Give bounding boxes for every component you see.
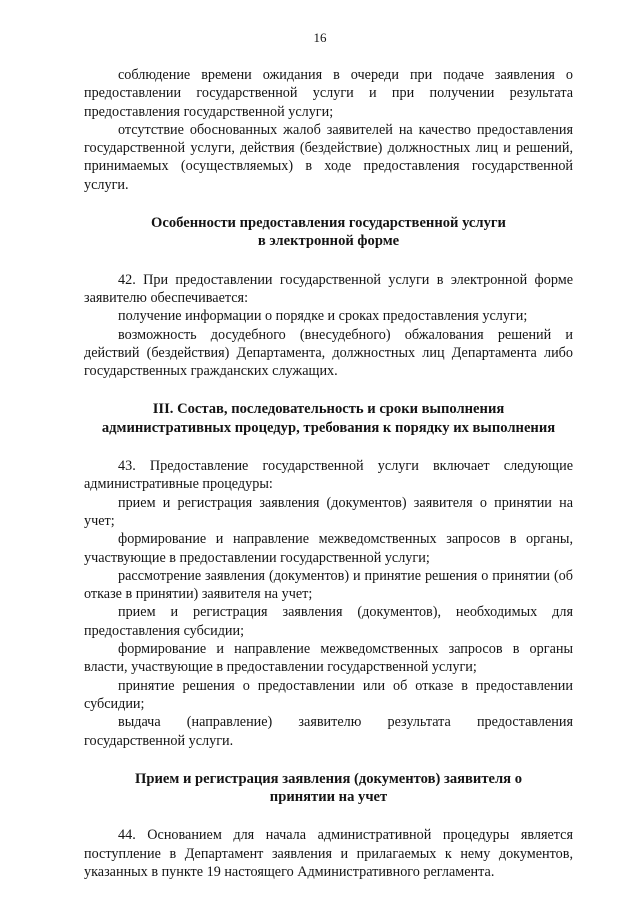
heading-reception-registration [84, 770, 573, 807]
paragraph-42: 42. При предоставлении государственной услуги в электронной форме заявителю обеспечивается: [84, 271, 573, 306]
paragraph-waiting-time: соблюдение времени ожидания в очереди при подаче заявления о предоставлении государственной услуги и при получении результата предоставления государственной услуги; [84, 67, 573, 120]
heading-section-3-line2: административных процедур, требования к порядку их выполнения [101, 419, 556, 436]
heading-section-3 [84, 400, 573, 437]
heading-electronic-line2: в электронной форме [257, 233, 400, 250]
heading-electronic-line1: Особенности предоставления государственной услуги [151, 215, 506, 232]
paragraph-42-appeal: возможность досудебного (внесудебного) обжалования решений и действий (бездействия) Департамента, должностных лиц Департамента либо государственных гражданских служащих. [84, 326, 573, 380]
procedure-item: формирование и направление межведомственных запросов в органы власти, участвующие в предоставлении государственной услуги; [84, 641, 573, 676]
paragraph-44: 44. Основанием для начала административной процедуры является поступление в Департамент заявления и прилагаемых к нему документов, указанных в пункте 19 настоящего Административного регламента. [84, 827, 573, 880]
heading-section-3-line1: III. Состав, последовательность и сроки выполнения [152, 401, 505, 418]
page-number: 16 [313, 30, 327, 45]
paragraph-no-complaints: отсутствие обоснованных жалоб заявителей на качество предоставления государственной услуги, действия (бездействие) должностных лиц и решений, принимаемых (осуществляемых) в ходе предоставления государственной услуги. [84, 121, 573, 193]
paragraph-43: 43. Предоставление государственной услуги включает следующие административные процедуры: [84, 458, 573, 493]
procedure-item: выдача (направление) заявителю результата предоставления государственной услуги. [84, 714, 573, 749]
procedure-item: рассмотрение заявления (документов) и принятие решения о принятии (об отказе в принятии) заявителя на учет; [84, 567, 573, 603]
procedure-item: формирование и направление межведомственных запросов в органы, участвующие в предоставлении государственной услуги; [84, 531, 573, 566]
heading-reception-line1: Прием и регистрация заявления (документов) заявителя о [135, 770, 522, 787]
heading-reception-line2: принятии на учет [269, 789, 388, 806]
procedure-item: прием и регистрация заявления (документов), необходимых для предоставления субсидии; [84, 604, 573, 639]
paragraph-42-info: получение информации о порядке и сроках предоставления услуги; [118, 308, 528, 325]
heading-electronic-form [84, 214, 573, 251]
procedure-item: принятие решения о предоставлении или об отказе в предоставлении субсидии; [84, 677, 573, 712]
document-body [84, 66, 573, 881]
procedure-item: прием и регистрация заявления (документов) заявителя о принятии на учет; [84, 494, 573, 529]
